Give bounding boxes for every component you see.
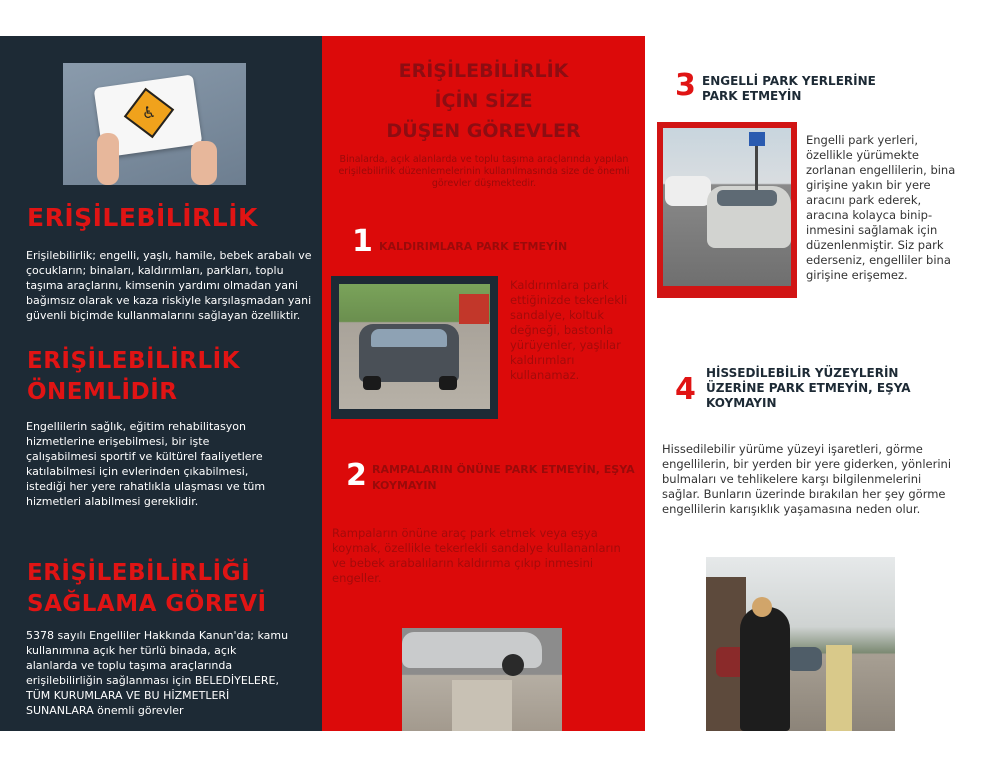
title-line: ERİŞİLEBİLİRLİK: [398, 60, 569, 82]
item3-title: [702, 74, 876, 104]
car-in-disabled-parking-photo: [657, 122, 797, 298]
title-line: ÜZERİNE PARK ETMEYİN, EŞYA: [706, 381, 911, 395]
middle-title: [322, 56, 645, 146]
item2-text: Rampaların önüne araç park etmek veya eşya koymak, özellikle tekerlekli sandalye kullananların ve bebek arabalıların kaldırıma çıkıp inmesini engeller.: [332, 526, 621, 585]
paragraph-accessibility-duty: 5378 sayılı Engelliler Hakkında Kanun'da; kamu kullanımına açık her türlü binada, açık alanlarda ve toplu taşıma araçlarında erişilebilirliğin sağlanması için BELEDİYELERE, TÜM KURUMLARA VE BU HİZMETLERİ SUNANLARA önemli görevler: [26, 629, 289, 717]
item3-number: 3: [675, 68, 696, 103]
title-line: DÜŞEN GÖREVLER: [386, 120, 581, 142]
heading-line: ERİŞİLEBİLİRLİĞİ: [27, 560, 251, 586]
item4-number: 4: [675, 372, 696, 407]
woman-on-tactile-path-photo: [706, 557, 895, 731]
item1-text: Kaldırımlara park ettiğinizde tekerlekli sandalye, koltuk değneği, bastonla yürüyenler, yaşlılar kaldırımları kullanamaz.: [510, 278, 628, 382]
middle-intro: Binalarda, açık alanlarda ve toplu taşıma araçlarında yapılan erişilebilirlik düzenlemelerinin kullanılmasında size de önemli görevler düşmektedir.: [338, 154, 630, 189]
item1-title: KALDIRIMLARA PARK ETMEYİN: [379, 240, 568, 253]
heading-line: ERİŞİLEBİLİRLİK: [27, 348, 241, 374]
accessibility-sign-photo: ♿: [63, 63, 246, 185]
heading-line: ÖNEMLİDİR: [27, 379, 178, 405]
item3-text: Engelli park yerleri, özellikle yürümekte zorlanan engellilerin, bina girişine yakın bir yere aracını park ederek, aracına kolayca binip-inmesini sağlamak için düzenlenmiştir. Siz park ederseniz, engelliler bina girişine erişemez.: [806, 133, 956, 282]
heading-line: SAĞLAMA GÖREVİ: [27, 591, 267, 617]
heading-accessibility: ERİŞİLEBİLİRLİK: [27, 203, 258, 232]
middle-panel: [322, 36, 645, 731]
title-line: İÇİN SİZE: [434, 90, 533, 112]
item2-number: 2: [346, 458, 367, 493]
title-line: KOYMAYIN: [706, 396, 777, 410]
item4-text: Hissedilebilir yürüme yüzeyi işaretleri, görme engellilerin, bir yerden bir yere giderken, yönlerini bulmaları ve tehlikelere karşı bilgilenmelerini sağlar. Bunların üzerinde bırakılan her şey görme engellilerin karışıklık yaşamasına neden olur.: [662, 442, 952, 516]
parked-car-on-sidewalk-photo: [331, 276, 498, 419]
paragraph-accessibility-importance: Engellilerin sağlık, eğitim rehabilitasyon hizmetlerine erişebilmesi, bir işte çalışabilmesi sportif ve kültürel faaliyetlere katılabilmesi için evlerinden çıkabilmesi, istediği her yere rahatlıkla ulaşması ve tüm hizmetleri alabilmesi gereklidir.: [26, 420, 266, 508]
right-panel: [645, 36, 993, 731]
title-line: ENGELLİ PARK YERLERİNE: [702, 74, 876, 88]
title-line: PARK ETMEYİN: [702, 89, 802, 103]
heading-accessibility-duty: [27, 558, 267, 620]
item1-number: 1: [352, 224, 373, 259]
car-blocking-ramp-photo: [402, 628, 562, 731]
paragraph-accessibility-definition: Erişilebilirlik; engelli, yaşlı, hamile, bebek arabalı ve çocukların; binaları, kaldırımları, parkları, toplu taşıma araçlarını, kimsenin yardımı olmadan yani bağımsız olarak ve kaza riskiyle karşılaşmadan yani güvenli biçimde kullanmalarını sağlayan özelliktir.: [26, 249, 312, 322]
heading-accessibility-important: [27, 346, 240, 408]
item2-title: RAMPALARIN ÖNÜNE PARK ETMEYİN, EŞYA KOYMAYIN: [372, 463, 635, 492]
title-line: HİSSEDİLEBİLİR YÜZEYLERİN: [706, 366, 899, 380]
item4-title: [706, 366, 911, 411]
left-panel: [0, 36, 322, 731]
